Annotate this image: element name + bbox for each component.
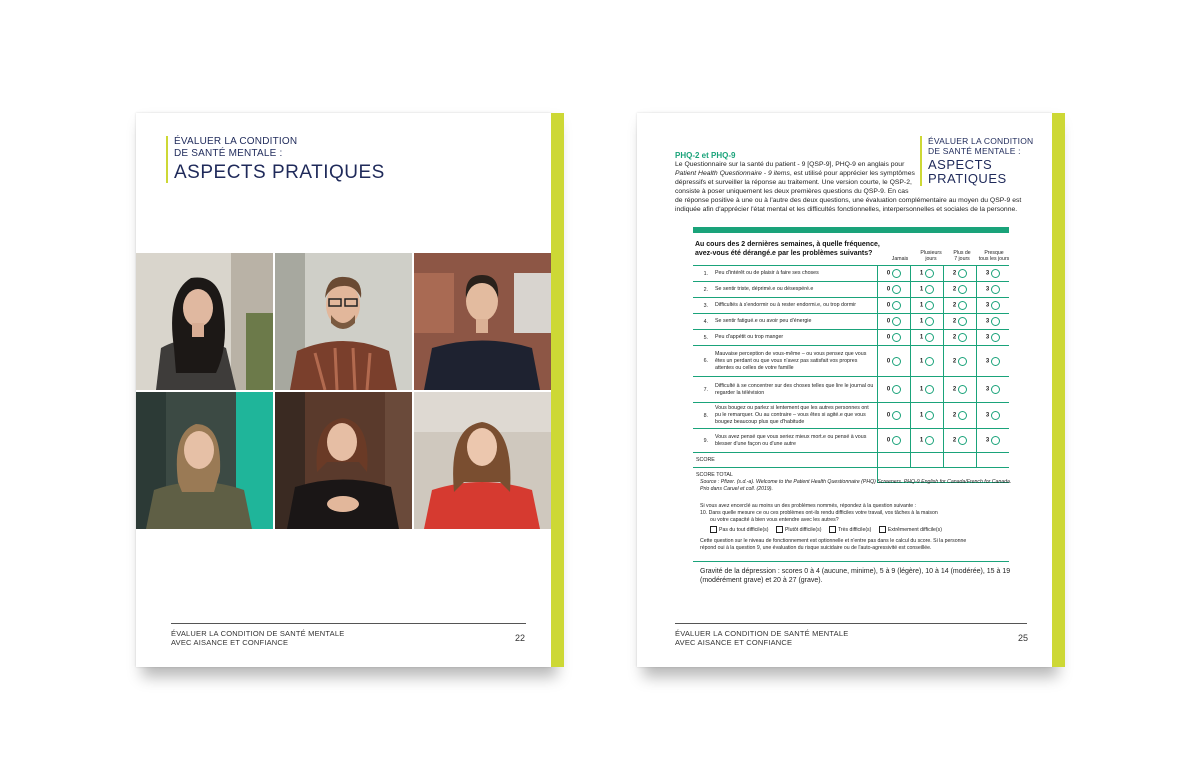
question-text: Se sentir triste, déprimé.e ou désespéré.e bbox=[712, 282, 878, 298]
right-header-line1: ÉVALUER LA CONDITION bbox=[928, 136, 1034, 146]
question-text: Vous avez pensé que vous seriez mieux mort.e ou pensé à vous blesser d'une façon ou d'une autre bbox=[712, 429, 878, 453]
radio-circle-icon[interactable] bbox=[925, 436, 934, 445]
answer-option-3[interactable] bbox=[977, 346, 1010, 377]
q10-option-1[interactable] bbox=[776, 527, 822, 533]
radio-circle-icon[interactable] bbox=[991, 436, 1000, 445]
questionnaire-heading-2: avez-vous été dérangé.e par les problèmes suivants? bbox=[695, 250, 873, 257]
q10-line-1: 10. Dans quelle mesure ce ou ces problèmes ont-ils rendu difficiles votre travail, vos tâches à la maison bbox=[700, 510, 938, 516]
question-number: 2. bbox=[693, 282, 712, 298]
intro-line-6: indiquée afin d'apprécier l'état mental et les difficultés fonctionnelles, interpersonnelles et sociales de la personne. bbox=[675, 206, 1018, 213]
answer-option-3[interactable] bbox=[977, 314, 1010, 330]
answer-option-1[interactable] bbox=[911, 314, 944, 330]
answer-value: 0 bbox=[886, 318, 891, 325]
answer-value: 1 bbox=[919, 437, 924, 444]
q10-option-0-label: Pas du tout difficile(s) bbox=[719, 526, 769, 533]
column-header-0-line1: Jamais bbox=[891, 256, 909, 262]
intro-italic: Patient Health Questionnaire - 9 items bbox=[675, 170, 790, 177]
severity-text bbox=[700, 567, 1030, 585]
answer-value: 1 bbox=[919, 286, 924, 293]
right-footer-rule bbox=[675, 623, 1027, 624]
radio-circle-icon[interactable] bbox=[925, 317, 934, 326]
right-footer-line1: ÉVALUER LA CONDITION DE SANTÉ MENTALE bbox=[675, 629, 849, 638]
answer-option-0[interactable] bbox=[878, 429, 911, 453]
score-cell[interactable] bbox=[977, 453, 1010, 468]
answer-option-0[interactable] bbox=[878, 266, 911, 282]
left-header bbox=[166, 136, 385, 183]
question-number: 5. bbox=[693, 330, 712, 346]
question-row bbox=[693, 266, 1009, 282]
radio-circle-icon[interactable] bbox=[958, 269, 967, 278]
left-footer-line1: ÉVALUER LA CONDITION DE SANTÉ MENTALE bbox=[171, 629, 345, 638]
answer-option-2[interactable] bbox=[944, 266, 977, 282]
answer-option-3[interactable] bbox=[977, 403, 1010, 429]
answer-option-2[interactable] bbox=[944, 377, 977, 403]
q10-option-3-label: Extrêmement difficile(s) bbox=[887, 526, 942, 533]
q10-option-3[interactable] bbox=[879, 527, 942, 533]
column-header-2-line1: Plus de bbox=[953, 250, 971, 256]
answer-value: 0 bbox=[886, 270, 891, 277]
radio-circle-icon[interactable] bbox=[958, 411, 967, 420]
answer-value: 0 bbox=[886, 437, 891, 444]
right-header-title-1: ASPECTS bbox=[928, 157, 993, 172]
radio-circle-icon[interactable] bbox=[958, 333, 967, 342]
left-page bbox=[136, 113, 551, 667]
answer-option-1[interactable] bbox=[911, 298, 944, 314]
answer-value: 3 bbox=[985, 286, 990, 293]
intro-line-4: consiste à poser uniquement les deux premières questions du QSP-9. En cas bbox=[675, 188, 909, 195]
answer-value: 2 bbox=[952, 318, 957, 325]
answer-option-1[interactable] bbox=[911, 346, 944, 377]
radio-circle-icon[interactable] bbox=[991, 411, 1000, 420]
q10-line-2: ou votre capacité à bien vous entendre avec les autres? bbox=[710, 517, 839, 523]
answer-option-2[interactable] bbox=[944, 298, 977, 314]
portrait-photo-grid bbox=[136, 253, 551, 529]
answer-value: 3 bbox=[985, 334, 990, 341]
answer-value: 3 bbox=[985, 302, 990, 309]
answer-option-0[interactable] bbox=[878, 298, 911, 314]
answer-option-3[interactable] bbox=[977, 266, 1010, 282]
radio-circle-icon[interactable] bbox=[958, 436, 967, 445]
score-row bbox=[693, 453, 1009, 468]
left-header-line2: DE SANTÉ MENTALE : bbox=[174, 148, 283, 159]
radio-circle-icon[interactable] bbox=[991, 317, 1000, 326]
radio-circle-icon[interactable] bbox=[958, 385, 967, 394]
questionnaire-heading bbox=[695, 240, 895, 258]
right-page-accent-bar bbox=[1052, 113, 1065, 667]
checkbox-icon[interactable] bbox=[710, 526, 717, 533]
q10-intro: Si vous avez encerclé au moins un des problèmes nommés, répondez à la question suivante : bbox=[700, 503, 916, 509]
source-citation bbox=[700, 479, 1040, 493]
radio-circle-icon[interactable] bbox=[991, 269, 1000, 278]
radio-circle-icon[interactable] bbox=[925, 385, 934, 394]
answer-value: 2 bbox=[952, 437, 957, 444]
question-number: 9. bbox=[693, 429, 712, 453]
answer-value: 1 bbox=[919, 270, 924, 277]
right-footer-text bbox=[675, 629, 848, 647]
intro-line-1: Le Questionnaire sur la santé du patient - 9 [QSP-9], PHQ-9 en anglais pour bbox=[675, 161, 905, 168]
answer-value: 1 bbox=[919, 302, 924, 309]
portrait-photo-4 bbox=[136, 392, 273, 529]
q10-options bbox=[700, 526, 1020, 534]
answer-value: 3 bbox=[985, 318, 990, 325]
answer-value: 2 bbox=[952, 412, 957, 419]
answer-value: 0 bbox=[886, 358, 891, 364]
answer-value: 2 bbox=[952, 386, 957, 393]
radio-circle-icon[interactable] bbox=[925, 269, 934, 278]
column-header-3-line2: tous les jours bbox=[978, 256, 1010, 262]
radio-circle-icon[interactable] bbox=[892, 385, 901, 394]
answer-value: 3 bbox=[985, 358, 990, 364]
radio-circle-icon[interactable] bbox=[925, 285, 934, 294]
question-row bbox=[693, 377, 1009, 403]
answer-option-0[interactable] bbox=[878, 282, 911, 298]
intro-paragraph bbox=[675, 160, 1020, 214]
answer-value: 2 bbox=[952, 270, 957, 277]
score-label: SCORE bbox=[693, 453, 878, 468]
radio-circle-icon[interactable] bbox=[925, 333, 934, 342]
intro-line-3: dépressifs et surveiller la réponse au traitement. Une version courte, le QSP-2, bbox=[675, 179, 912, 186]
question-number: 6. bbox=[693, 346, 712, 377]
answer-option-1[interactable] bbox=[911, 330, 944, 346]
column-header-3-line1: Presque bbox=[984, 250, 1004, 256]
question-number: 4. bbox=[693, 314, 712, 330]
question-row bbox=[693, 403, 1009, 429]
answer-option-1[interactable] bbox=[911, 266, 944, 282]
intro-line-2 bbox=[675, 169, 1020, 178]
radio-circle-icon[interactable] bbox=[991, 333, 1000, 342]
radio-circle-icon[interactable] bbox=[892, 411, 901, 420]
left-header-line1: ÉVALUER LA CONDITION bbox=[174, 136, 298, 147]
answer-option-0[interactable] bbox=[878, 314, 911, 330]
q10-option-1-label: Plutôt difficile(s) bbox=[784, 526, 822, 533]
answer-option-2[interactable] bbox=[944, 429, 977, 453]
answer-value: 1 bbox=[919, 318, 924, 325]
score-cell[interactable] bbox=[911, 453, 944, 468]
right-page-number: 25 bbox=[1018, 633, 1029, 643]
portrait-photo-1 bbox=[136, 253, 273, 390]
column-header-3 bbox=[977, 250, 1011, 262]
question-text: Mauvaise perception de vous-même – ou vous pensez que vous êtes un perdant ou que vous n'avez pas satisfait vos propres attentes ou celles de votre famille bbox=[712, 346, 878, 377]
right-page bbox=[637, 113, 1052, 667]
question-text: Peu d'intérêt ou de plaisir à faire ses choses bbox=[712, 266, 878, 282]
answer-option-1[interactable] bbox=[911, 282, 944, 298]
checkbox-icon[interactable] bbox=[776, 526, 783, 533]
answer-value: 1 bbox=[919, 358, 924, 364]
answer-option-3[interactable] bbox=[977, 377, 1010, 403]
question-number: 1. bbox=[693, 266, 712, 282]
questionnaire-heading-1: Au cours des 2 dernières semaines, à quelle fréquence, bbox=[695, 241, 880, 248]
radio-circle-icon[interactable] bbox=[958, 285, 967, 294]
answer-option-0[interactable] bbox=[878, 346, 911, 377]
answer-option-2[interactable] bbox=[944, 330, 977, 346]
question-text: Difficultés à s'endormir ou à rester endormi.e, ou trop dormir bbox=[712, 298, 878, 314]
radio-circle-icon[interactable] bbox=[925, 357, 934, 366]
question-number: 7. bbox=[693, 377, 712, 403]
section-title: PHQ-2 et PHQ-9 bbox=[675, 151, 736, 160]
intro-line-2-rest: , est utilisé pour apprécier les symptômes bbox=[789, 170, 915, 177]
answer-value: 3 bbox=[985, 412, 990, 419]
question-row bbox=[693, 330, 1009, 346]
answer-option-1[interactable] bbox=[911, 403, 944, 429]
column-header-1 bbox=[915, 250, 947, 262]
radio-circle-icon[interactable] bbox=[892, 333, 901, 342]
portrait-photo-2 bbox=[275, 253, 412, 390]
answer-value: 2 bbox=[952, 358, 957, 364]
severity-divider bbox=[693, 561, 1009, 562]
q10-option-2-label: Très difficile(s) bbox=[837, 526, 872, 533]
left-page-number: 22 bbox=[515, 633, 526, 643]
answer-value: 2 bbox=[952, 302, 957, 309]
source-line-1: Source : Pfizer. (s.d.-a). Welcome to the Patient Health Questionnaire (PHQ) Screeners. PHQ-9 English for Canada/French for Canada. bbox=[700, 479, 1012, 485]
left-footer-text bbox=[171, 629, 344, 647]
answer-value: 3 bbox=[985, 386, 990, 393]
column-header-2-line2: 7 jours bbox=[954, 256, 970, 262]
score-cell[interactable] bbox=[944, 453, 977, 468]
left-page-accent-bar bbox=[551, 113, 564, 667]
portrait-photo-6 bbox=[414, 392, 551, 529]
column-header-1-line1: Plusieurs bbox=[920, 250, 942, 256]
question-number: 8. bbox=[693, 403, 712, 429]
answer-value: 0 bbox=[886, 286, 891, 293]
answer-option-0[interactable] bbox=[878, 377, 911, 403]
column-header-0 bbox=[884, 256, 916, 262]
answer-option-1[interactable] bbox=[911, 377, 944, 403]
note-line-1: Cette question sur le niveau de fonctionnement est optionnelle et n'entre pas dans le calcul du score. Si la personne bbox=[700, 538, 967, 544]
radio-circle-icon[interactable] bbox=[892, 269, 901, 278]
question-row bbox=[693, 314, 1009, 330]
severity-line-1: Gravité de la dépression : scores 0 à 4 (aucune, minime), 5 à 9 (légère), 10 à 14 (modérée), 15 à 19 bbox=[700, 568, 1011, 575]
radio-circle-icon[interactable] bbox=[958, 357, 967, 366]
question-text: Se sentir fatigué.e ou avoir peu d'énergie bbox=[712, 314, 878, 330]
column-header-1-line2: jours bbox=[925, 256, 937, 262]
question-row bbox=[693, 282, 1009, 298]
radio-circle-icon[interactable] bbox=[958, 301, 967, 310]
radio-circle-icon[interactable] bbox=[991, 357, 1000, 366]
questionnaire-top-bar bbox=[693, 227, 1009, 233]
answer-value: 3 bbox=[985, 270, 990, 277]
left-header-title: ASPECTS PRATIQUES bbox=[174, 162, 385, 183]
q10-option-0[interactable] bbox=[710, 527, 769, 533]
left-footer-rule bbox=[171, 623, 526, 624]
answer-option-3[interactable] bbox=[977, 330, 1010, 346]
questionnaire-table bbox=[693, 265, 1009, 483]
q10-option-2[interactable] bbox=[829, 527, 871, 533]
answer-option-1[interactable] bbox=[911, 429, 944, 453]
question-row bbox=[693, 346, 1009, 377]
question-text: Difficulté à se concentrer sur des choses telles que lire le journal ou regarder la télévision bbox=[712, 377, 878, 403]
portrait-photo-3 bbox=[414, 253, 551, 390]
score-total-label: SCORE TOTAL bbox=[693, 468, 878, 483]
answer-option-2[interactable] bbox=[944, 314, 977, 330]
answer-value: 1 bbox=[919, 386, 924, 393]
answer-value: 1 bbox=[919, 334, 924, 341]
answer-value: 0 bbox=[886, 302, 891, 309]
answer-option-2[interactable] bbox=[944, 403, 977, 429]
radio-circle-icon[interactable] bbox=[991, 301, 1000, 310]
answer-value: 0 bbox=[886, 334, 891, 341]
left-footer-line2: AVEC AISANCE ET CONFIANCE bbox=[171, 638, 289, 647]
question-10 bbox=[700, 503, 1020, 534]
note-line-2: répond oui à la question 9, une évaluation du risque suicidaire ou de l'auto-agressivité est conseillée. bbox=[700, 545, 932, 551]
answer-value: 3 bbox=[985, 437, 990, 444]
radio-circle-icon[interactable] bbox=[892, 436, 901, 445]
column-header-2 bbox=[946, 250, 978, 262]
radio-circle-icon[interactable] bbox=[892, 357, 901, 366]
answer-value: 2 bbox=[952, 286, 957, 293]
radio-circle-icon[interactable] bbox=[892, 317, 901, 326]
radio-circle-icon[interactable] bbox=[958, 317, 967, 326]
right-header-line2: DE SANTÉ MENTALE : bbox=[928, 146, 1021, 156]
radio-circle-icon[interactable] bbox=[925, 301, 934, 310]
intro-line-5: de réponse positive à une ou à l'autre des deux questions, une évaluation complémentaire au moyen du QSP-9 est bbox=[675, 197, 1022, 204]
question-text: Vous bougez ou parlez si lentement que les autres personnes ont pu le remarquer. Ou au contraire – vous êtes si agité.e que vous bougez beaucoup plus que d'habitude bbox=[712, 403, 878, 429]
severity-line-2: (modérément grave) et 20 à 27 (grave). bbox=[700, 577, 823, 584]
source-line-2: Prio dans Caruel et coll. (2019). bbox=[700, 486, 773, 492]
radio-circle-icon[interactable] bbox=[991, 285, 1000, 294]
radio-circle-icon[interactable] bbox=[925, 411, 934, 420]
checkbox-icon[interactable] bbox=[879, 526, 886, 533]
question-number: 3. bbox=[693, 298, 712, 314]
answer-value: 0 bbox=[886, 412, 891, 419]
answer-option-3[interactable] bbox=[977, 298, 1010, 314]
answer-value: 0 bbox=[886, 386, 891, 393]
right-header-title-2: PRATIQUES bbox=[928, 171, 1007, 186]
answer-option-2[interactable] bbox=[944, 346, 977, 377]
answer-option-0[interactable] bbox=[878, 403, 911, 429]
radio-circle-icon[interactable] bbox=[892, 301, 901, 310]
answer-value: 1 bbox=[919, 412, 924, 419]
question-row bbox=[693, 298, 1009, 314]
answer-option-3[interactable] bbox=[977, 282, 1010, 298]
answer-option-3[interactable] bbox=[977, 429, 1010, 453]
checkbox-icon[interactable] bbox=[829, 526, 836, 533]
question-row bbox=[693, 429, 1009, 453]
portrait-photo-5 bbox=[275, 392, 412, 529]
question-text: Peu d'appétit ou trop manger bbox=[712, 330, 878, 346]
answer-option-2[interactable] bbox=[944, 282, 977, 298]
score-cell[interactable] bbox=[878, 453, 911, 468]
answer-option-0[interactable] bbox=[878, 330, 911, 346]
right-footer-line2: AVEC AISANCE ET CONFIANCE bbox=[675, 638, 793, 647]
radio-circle-icon[interactable] bbox=[991, 385, 1000, 394]
answer-value: 2 bbox=[952, 334, 957, 341]
optional-note bbox=[700, 538, 1030, 552]
radio-circle-icon[interactable] bbox=[892, 285, 901, 294]
